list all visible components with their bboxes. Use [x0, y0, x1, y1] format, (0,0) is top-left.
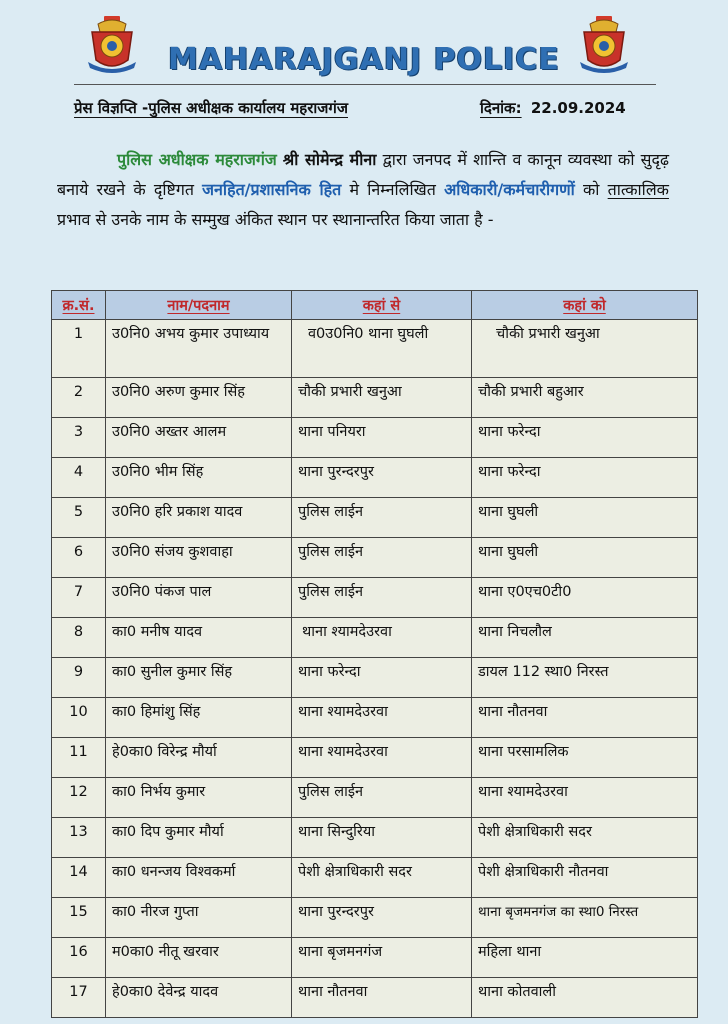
cell-to: थाना फरेन्दा [472, 418, 698, 458]
cell-serial: 15 [52, 898, 106, 938]
cell-serial: 10 [52, 698, 106, 738]
cell-to: महिला थाना [472, 938, 698, 978]
cell-from: व0उ0नि0 थाना घुघली [292, 320, 472, 378]
cell-from: पेशी क्षेत्राधिकारी सदर [292, 858, 472, 898]
cell-from: थाना पनियरा [292, 418, 472, 458]
table-row [52, 618, 698, 658]
cell-to: थाना घुघली [472, 498, 698, 538]
table-row [52, 858, 698, 898]
cell-to: थाना ए0एच0टी0 [472, 578, 698, 618]
table-row [52, 898, 698, 938]
cell-name: का0 नीरज गुप्ता [106, 898, 292, 938]
table-row [52, 458, 698, 498]
table-header-row [52, 291, 698, 320]
cell-to: थाना फरेन्दा [472, 458, 698, 498]
table-row [52, 778, 698, 818]
cell-from: थाना श्यामदेउरवा [292, 698, 472, 738]
cell-name: का0 हिमांशु सिंह [106, 698, 292, 738]
cell-serial: 3 [52, 418, 106, 458]
col-header-to: कहां को [472, 291, 698, 320]
date-block [480, 98, 626, 118]
cell-name: हे0का0 विरेन्द्र मौर्या [106, 738, 292, 778]
table-row [52, 418, 698, 458]
intro-text-2: मे निम्नलिखित [349, 180, 436, 199]
cell-to: चौकी प्रभारी बहुआर [472, 378, 698, 418]
cell-serial: 17 [52, 978, 106, 1018]
cell-from: पुलिस लाईन [292, 538, 472, 578]
header-divider [74, 84, 656, 85]
cell-from: थाना श्यामदेउरवा [292, 618, 472, 658]
cell-to: डायल 112 स्था0 निरस्त [472, 658, 698, 698]
intro-text-3: को [583, 180, 600, 199]
intro-text-1: द्वारा जनपद में शान्ति व कानून व्यवस्था को सुदृढ़ बनाये रखने के दृष्टिगत [57, 150, 669, 199]
cell-name: का0 दिप कुमार मौर्या [106, 818, 292, 858]
cell-name: का0 धनन्जय विश्वकर्मा [106, 858, 292, 898]
intro-sp-name: श्री सोमेन्द्र मीना [282, 150, 377, 169]
cell-serial: 4 [52, 458, 106, 498]
cell-to: थाना बृजमनगंज का स्था0 निरस्त [472, 898, 698, 938]
cell-serial: 14 [52, 858, 106, 898]
cell-name: उ0नि0 अरुण कुमार सिंह [106, 378, 292, 418]
col-header-serial: क्र.सं. [52, 291, 106, 320]
cell-from: चौकी प्रभारी खनुआ [292, 378, 472, 418]
transfer-table [51, 290, 698, 1018]
col-header-name: नाम/पदनाम [106, 291, 292, 320]
cell-from: थाना फरेन्दा [292, 658, 472, 698]
cell-from: थाना नौतनवा [292, 978, 472, 1018]
cell-to: थाना नौतनवा [472, 698, 698, 738]
table-row [52, 498, 698, 538]
cell-name: हे0का0 देवेन्द्र यादव [106, 978, 292, 1018]
cell-serial: 11 [52, 738, 106, 778]
cell-to: पेशी क्षेत्राधिकारी नौतनवा [472, 858, 698, 898]
cell-from: थाना बृजमनगंज [292, 938, 472, 978]
cell-name: म0का0 नीतू खरवार [106, 938, 292, 978]
cell-name: का0 निर्भय कुमार [106, 778, 292, 818]
cell-serial: 8 [52, 618, 106, 658]
cell-from: पुलिस लाईन [292, 778, 472, 818]
intro-immediate: तात्कालिक [607, 180, 669, 199]
cell-name: उ0नि0 भीम सिंह [106, 458, 292, 498]
cell-from: थाना सिन्दुरिया [292, 818, 472, 858]
cell-serial: 12 [52, 778, 106, 818]
cell-name: उ0नि0 अभय कुमार उपाध्याय [106, 320, 292, 378]
intro-paragraph [57, 145, 669, 235]
date-label: दिनांक: [480, 99, 522, 117]
cell-to: थाना निचलौल [472, 618, 698, 658]
intro-public-interest: जनहित/प्रशासनिक हित [202, 180, 342, 199]
cell-to: थाना घुघली [472, 538, 698, 578]
cell-to: थाना परसामलिक [472, 738, 698, 778]
cell-serial: 13 [52, 818, 106, 858]
cell-name: उ0नि0 संजय कुशवाहा [106, 538, 292, 578]
cell-to: चौकी प्रभारी खनुआ [472, 320, 698, 378]
table-row [52, 938, 698, 978]
cell-serial: 6 [52, 538, 106, 578]
cell-from: थाना श्यामदेउरवा [292, 738, 472, 778]
table-row [52, 698, 698, 738]
table-row [52, 320, 698, 378]
cell-from: थाना पुरन्दरपुर [292, 898, 472, 938]
col-header-from: कहां से [292, 291, 472, 320]
cell-to: थाना कोतवाली [472, 978, 698, 1018]
cell-from: थाना पुरन्दरपुर [292, 458, 472, 498]
cell-from: पुलिस लाईन [292, 578, 472, 618]
table-row [52, 538, 698, 578]
table-row [52, 658, 698, 698]
intro-officers: अधिकारी/कर्मचारीगणों [444, 180, 575, 199]
cell-to: थाना श्यामदेउरवा [472, 778, 698, 818]
cell-to: पेशी क्षेत्राधिकारी सदर [472, 818, 698, 858]
table-row [52, 378, 698, 418]
cell-serial: 16 [52, 938, 106, 978]
cell-serial: 5 [52, 498, 106, 538]
cell-name: का0 मनीष यादव [106, 618, 292, 658]
cell-name: उ0नि0 हरि प्रकाश यादव [106, 498, 292, 538]
cell-from: पुलिस लाईन [292, 498, 472, 538]
cell-name: का0 सुनील कुमार सिंह [106, 658, 292, 698]
table-row [52, 578, 698, 618]
cell-serial: 9 [52, 658, 106, 698]
press-release-line [74, 98, 654, 124]
table-row [52, 818, 698, 858]
cell-name: उ0नि0 पंकज पाल [106, 578, 292, 618]
intro-sp-office: पुलिस अधीक्षक महराजगंज [117, 150, 277, 169]
intro-text-4: प्रभाव से उनके नाम के सम्मुख अंकित स्थान पर स्थानान्तरित किया जाता है - [57, 210, 494, 229]
page-title: MAHARAJGANJ POLICE [168, 42, 560, 77]
cell-serial: 7 [52, 578, 106, 618]
press-release-label: प्रेस विज्ञप्ति -पुलिस अधीक्षक कार्यालय महराजगंज [74, 99, 348, 117]
date-value: 22.09.2024 [530, 99, 626, 117]
cell-name: उ0नि0 अख्तर आलम [106, 418, 292, 458]
table-row [52, 738, 698, 778]
table-row [52, 978, 698, 1018]
cell-serial: 1 [52, 320, 106, 378]
cell-serial: 2 [52, 378, 106, 418]
